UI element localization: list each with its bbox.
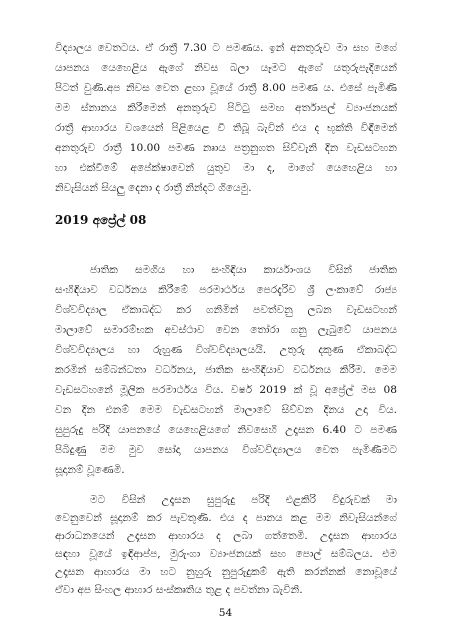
text-line: සංහිඳියාව වර්ධනය කිරීමේ පරමාර්ථය පෙරදැරිව ශ්‍රී ලංකාවේ රාජ්‍ය <box>55 284 397 296</box>
text-line: ආරාධනයෙන් උදෑසන ආහාරය ද ලබා ගත්තෙමි. උදෑසන ආහාරය <box>55 530 397 542</box>
text-line: විශ්වවිද්‍යාලය හා රුහුණ විශ්වවිද්‍යාලයයි. උතුරු දකුණ ඒකාබද්ධ <box>55 344 397 356</box>
text-line: අනතුරුව රාත්‍රී 10.00 පමණ නෘාය පත්‍රනුගත සිව්වැනි දින වැඩසටහන <box>55 142 397 154</box>
text-line: මට විසින් උදෑසන සුපුරුදු පරිදි එළකිරි විදුරුවක් මා <box>90 494 397 506</box>
text-line: ජාතික සමගිය හා සංහිඳියා කාර්යාංශය විසින් ජාතික <box>90 264 397 276</box>
text-line: වෙනුවෙන් සූදානම් කර පැවතුණි. එය ද පානය කළ මම නිවැසියන්ගේ <box>55 512 397 524</box>
text-line: වන දින එනම් මෙම වැඩසටහන් මාලාවේ සිව්වන දිනය උදා විය. <box>55 404 397 416</box>
text-line: හා එක්වීමේ අපේක්ෂාවෙන් යුතුව මා ද, මාගේ යෙහෙළිය හා <box>55 162 397 174</box>
text-line: උදෑසන ආහාරය මා හට නුහුරු නුපුරුදුකම් ඇති කරන්නක් නොවූයේ <box>55 566 397 578</box>
text-line: රාත්‍රී ආහාරය වශයෙන් පිළියෙළ වී තිබූ බැවින් එය ද භුක්ති විඳීමෙන් <box>55 122 397 134</box>
text-line: විශ්වවිද්‍යාල ඒකාබද්ධ කර ගනිමින් පවත්වනු ලබන වැඩසටහන් <box>55 304 397 316</box>
text-line: කරමින් සම්බන්ධතා වර්ධනය, ජාතික සංහිඳියාව වර්ධනය කිරීම. මෙම <box>55 364 397 376</box>
text-line: නිවැසියන් සියලු දෙනා ද රාත්‍රී නින්දට ගියෙමු. <box>55 182 252 194</box>
text-line: පිටත් වුණි.අප නිවස වෙත ළඟා වූයේ රාත්‍රී 8.00 පමණ ය. එසේ පැමිණි <box>55 82 397 94</box>
text-line: මාලාවේ සමාරම්භක අවස්ථාව වෙන තෝරා ගනු ලැබුවේ යාපනය <box>55 324 397 336</box>
text-line: සූදානම් වූණෙමි. <box>55 464 125 476</box>
text-line: වැඩසටහනේ මූලික පරමාර්ථය විය. වර්ෂ 2019 ක් වූ අප්‍රේල් මස 08 <box>55 384 397 396</box>
page-number: 54 <box>218 607 233 619</box>
section-heading: 2019 අප්‍රේල් 08 <box>55 213 147 227</box>
text-line: ඒවා අප සිංහල ආහාර සංස්කෘතිය තුළ ද පවත්නා බැවිනි. <box>55 584 303 596</box>
text-line: පිබිදුණු මම මුව සෝදා යාපනය විශ්වවිද්‍යාලය වෙත පැමිණීමට <box>55 444 397 456</box>
text-line: සඳහා වූයේ ඉඳිආප්ප, මුරුංගා ව්‍යාංජනයක් සහ පොල් සම්බලය. එම <box>55 548 397 560</box>
text-line: විද්‍යාලය වෙතටය. ඒ රාත්‍රී 7.30 ට පමණය. ඉන් අනතුරුව මා සහ මගේ <box>55 42 397 54</box>
text-line: යාපනය යෙහෙළිය ඇගේ නිවස බලා යෑමට ඇගේ යතුරුපැදියෙන් <box>55 62 397 74</box>
text-line: සුපුරුදු පරිදි යාපනයේ යෙහෙළියගේ නිවසෙහි උදෑසන 6.40 ට පමණ <box>55 424 397 436</box>
text-line: මම ස්නානය කිරීමෙන් අනතුරුව පිටිටු සමඟ අර්තාපල් ව්‍යාංජනයක් <box>55 102 397 114</box>
